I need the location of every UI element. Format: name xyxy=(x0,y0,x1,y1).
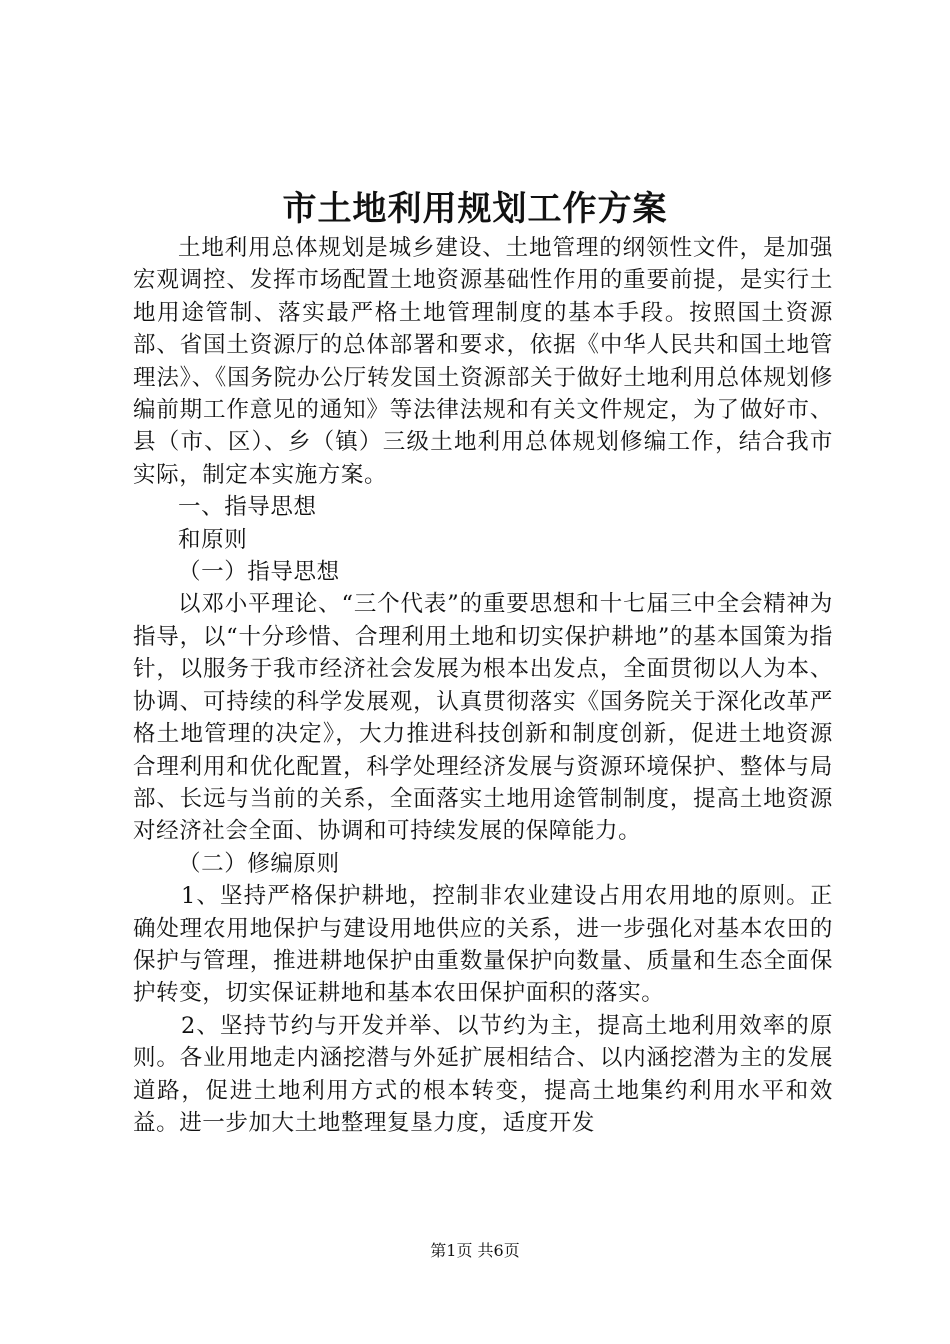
subsection-heading-1: （一）指导思想 xyxy=(178,559,340,586)
page-footer: 第1页 共6页 xyxy=(430,1241,520,1260)
intro-paragraph: 土地利用总体规划是城乡建设、土地管理的纲领性文件，是加强宏观调控、发挥市场配置土地资源基础性作用的重要前提，是实行土地用途管制、落实最严格土地管理制度的基本手段。按照国土资源部、省国土资源厅的总体部署和要求，依据《中华人民共和国土地管理法》、《国务院办公厅转发国土资源部关于做好土地利用总体规划修编前期工作意见的通知》等法律法规和有关文件规定，为了做好市、县（市、区）、乡（镇）三级土地利用总体规划修编工作，结合我市实际，制定本实施方案。 xyxy=(133,235,833,488)
guiding-thought-paragraph: 以邓小平理论、“三个代表”的重要思想和十七届三中全会精神为指导，以“十分珍惜、合理利用土地和切实保护耕地”的基本国策为指针，以服务于我市经济社会发展为根本出发点，全面贯彻以人为本、协调、可持续的科学发展观，认真贯彻落实《国务院关于深化改革严格土地管理的决定》，大力推进科技创新和制度创新，促进土地资源合理利用和优化配置，科学处理经济发展与资源环境保护、整体与局部、长远与当前的关系，全面落实土地用途管制制度，提高土地资源对经济社会全面、协调和可持续发展的保障能力。 xyxy=(133,591,833,845)
document-body xyxy=(133,232,833,1139)
principle-2-paragraph: 2、坚持节约与开发并举、以节约为主，提高土地利用效率的原则。各业用地走内涵挖潜与外延扩展相结合、以内涵挖潜为主的发展道路，促进土地利用方式的根本转变，提高土地集约利用水平和效益。进一步加大土地整理复垦力度，适度开发 xyxy=(133,1012,833,1136)
subsection-heading-2: （二）修编原则 xyxy=(178,850,340,877)
principle-1-paragraph: 1、坚持严格保护耕地，控制非农业建设占用农用地的原则。正确处理农用地保护与建设用地供应的关系，进一步强化对基本农田的保护与管理，推进耕地保护由重数量保护向数量、质量和生态全面保护转变，切实保证耕地和基本农田保护面积的落实。 xyxy=(133,883,833,1007)
section-heading-1: 一、指导思想 xyxy=(178,494,317,521)
section-heading-1-continued: 和原则 xyxy=(178,526,248,553)
document-title: 市土地利用规划工作方案 xyxy=(282,189,668,229)
